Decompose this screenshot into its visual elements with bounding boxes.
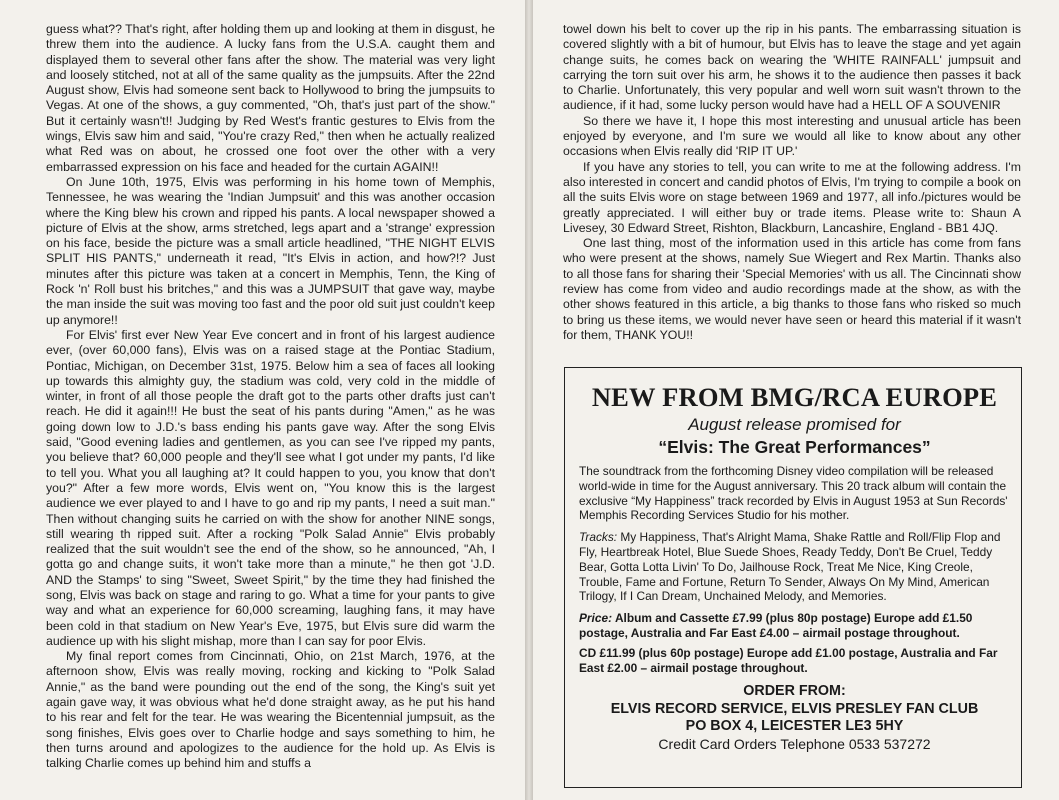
left-page [0, 0, 525, 800]
article-paragraph: towel down his belt to cover up the rip in his pants. The embarrassing situation is covered slightly with a bit of humour, but Elvis has to leave the stage and yet again change suits, he comes back on wearing the 'WHITE RAINFALL' jumpsuit and carrying the torn suit over his arm, he shows it to the audience then passes it back to Charlie. Unfortunately, this very popular and well worn suit wasn't thrown to the audience, if it had, some lucky person would have had a HELL OF A SOUVENIR [563, 22, 1021, 113]
ad-title: NEW FROM BMG/RCA EUROPE [591, 382, 998, 412]
left-article-text [46, 22, 495, 772]
order-phone: Credit Card Orders Telephone 0533 537272 [658, 735, 931, 752]
bmg-rca-advertisement [564, 367, 1022, 788]
tracks-label: Tracks: [579, 530, 618, 545]
right-article-text [563, 22, 1021, 343]
article-paragraph: If you have any stories to tell, you can write to me at the following address. I'm also interested in concert and candid photos of Elvis, I'm trying to compile a book on all the suits Elvis wore on stage between 1969 and 1977, all info./pictures would be greatly appreciated. I will either buy or trade items. Please write to: Shaun A Livesey, 30 Edward Street, Rishton, Blackburn, Lancashire, England - BB1 4JQ. [563, 159, 1021, 235]
price-label: Price: [579, 611, 613, 626]
tracks-list: My Happiness, That's Alright Mama, Shake Rattle and Roll/Flip Flop and Fly, Heartbreak Hotel, Blue Suede Shoes, Ready Teddy, Don't Be Cruel, Teddy Bear, Gotta Lotta Livin' To Do, Jailhouse Rock, Treat Me Nice, King Creole, Trouble, Fame and Fortune, Return To Sender, Always On My Mind, American Trilogy, If I Can Dream, Unchained Melody, and Memories. [579, 530, 1001, 604]
ad-price-album [579, 611, 1010, 641]
ad-description: The soundtrack from the forthcoming Disney video compilation will be released world-wide in time for the August anniversary. This 20 track album will contain the exclusive “My Happiness” track recorded by Elvis in August 1953 at Sun Records' Memphis Recording Services Studio for his mother. [579, 464, 1008, 523]
ad-subtitle: August release promised for [688, 415, 901, 434]
article-paragraph: So there we have it, I hope this most interesting and unusual article has been enjoyed by everyone, and I'm sure we would all like to know about any other occasions when Elvis really did 'RIP IT UP.' [563, 113, 1021, 159]
article-paragraph: For Elvis' first ever New Year Eve concert and in front of his largest audience ever, (over 60,000 fans), Elvis was on a raised stage at the Pontiac Stadium, Pontiac, Michigan, on December 31st, 1975. Below him a sea of faces all looking up towards this almighty guy, the stadium was cold, very cold in the middle of winter, in front of all those people the draft got to the parts other drafts just can't reach. He did it again!!! He bust the seat of his pants during "Amen," as he was going down low to J.D.'s bass ending his pants gave way. After the song Elvis said, "Good evening ladies and gentlemen, as you can see I've ripped my pants, you believe that? 60,000 people and they'll see what I got under my pants, I'd like to tell you. What you all laughing at? It could happen to you, you know that don't you?" After a few more words, Elvis went on, "You know this is the largest audience we ever played to and I have to go and rip my pants, I need a suit man." Then without changing suits he carried on with the show for another NINE songs, still wearing th ripped suit. After a rocking "Polk Salad Annie" Elvis probably realized that the suit wouldn't see the end of the show, so he announced, "Ah, I gotta go and change suits, it won't take more than a minute," he then got 'J.D. AND the Stamps' to sing "Sweet, Sweet Spirit," by the time they had finished the song, Elvis was back on stage and raring to go. What a time for your pants to give way and what an experience for 60,000 screaming, laughing fans, it may have been cold in that stadium on New Year's Eve, 1975, but Elvis sure did warm the audience up with his slight mishap, more than I can say for poor Elvis. [46, 327, 495, 648]
article-paragraph: guess what?? That's right, after holding them up and looking at them in disgust, he threw them into the audience. A lucky fans from the U.S.A. caught them and displayed them to several other fans after the show. The material was very light and loosely stitched, not at all of the same quality as the jumpsuits. After the 22nd August show, Elvis had someone sent back to Hollywood to bring the jumpsuits to Vegas. At one of the shows, a guy commented, "Oh, that's just part of the show." But it certainly wasn't!! Judging by Red West's frantic gestures to Elvis from the wings, Elvis saw him and said, "You're crazy Red," then when he actually realized what Red was on about, he crossed one foot over the other with a very embarrassed expression on his face and headed for the curtain AGAIN!! [46, 22, 495, 174]
price-album-text: Album and Cassette £7.99 (plus 80p postage) Europe add £1.50 postage, Australia and Far East £4.00 – airmail postage throughout. [579, 611, 973, 640]
page-gutter [525, 0, 533, 800]
order-line-1: ELVIS RECORD SERVICE, ELVIS PRESLEY FAN CLUB [610, 700, 979, 717]
article-paragraph: My final report comes from Cincinnati, Ohio, on 21st March, 1976, at the afternoon show, Elvis was really moving, rocking and kicking to "Polk Salad Annie," as the band were pounding out the end of the song, the King's suit yet again gave way, it was obvious what he'd done straight away, as he put his hand to his rear and felt for the tear. He was wearing the Bicentennial jumpsuit, as the song finishes, Elvis goes over to Charlie hodge and says something to him, he then turns around and apologizes to the audience for the hold up. As Elvis is talking Charlie comes up behind him and stuffs a [46, 649, 495, 771]
article-paragraph: One last thing, most of the information used in this article has come from fans who were present at the shows, namely Sue Wiegert and Rex Martin. Thanks also to all those fans for sharing their 'Special Memories' with us all. The Cincinnati show review has come from video and audio recordings made at the show, as with the other shows featured in this article, a big thanks to those fans who risked so much to bring us these items, we would never have seen or heard this material if it wasn't for them, THANK YOU!! [563, 236, 1021, 342]
article-paragraph: On June 10th, 1975, Elvis was performing in his home town of Memphis, Tennessee, he was wearing the 'Indian Jumpsuit' and this was another occasion where the King blew his crown and ripped his pants. A local newspaper showed a picture of Elvis at the show, arms stretched, legs apart and a 'strange' expression on his face, beside the picture was a small article headlined, "THE NIGHT ELVIS SPLIT HIS PANTS," underneath it read, "It's Elvis in action, and how?!? Just minutes after this picture was taken at a concert in Memphis, Tenn, the King of Rock 'n' Roll bust his britches," and this was a JUMPSUIT that gave way, maybe the man inside the suit was moving too fast and the poor old suit just couldn't keep up anymore!! [46, 174, 495, 327]
order-line-2: PO BOX 4, LEICESTER LE3 5HY [685, 718, 904, 735]
ad-tracks [579, 530, 1010, 604]
ad-album-title: “Elvis: The Great Performances” [658, 437, 931, 457]
ad-order-block [579, 683, 1010, 753]
order-heading: ORDER FROM: [743, 683, 846, 700]
ad-price-cd: CD £11.99 (plus 60p postage) Europe add £1.00 postage, Australia and Far East £2.00 – airmail postage throughout. [579, 645, 998, 675]
